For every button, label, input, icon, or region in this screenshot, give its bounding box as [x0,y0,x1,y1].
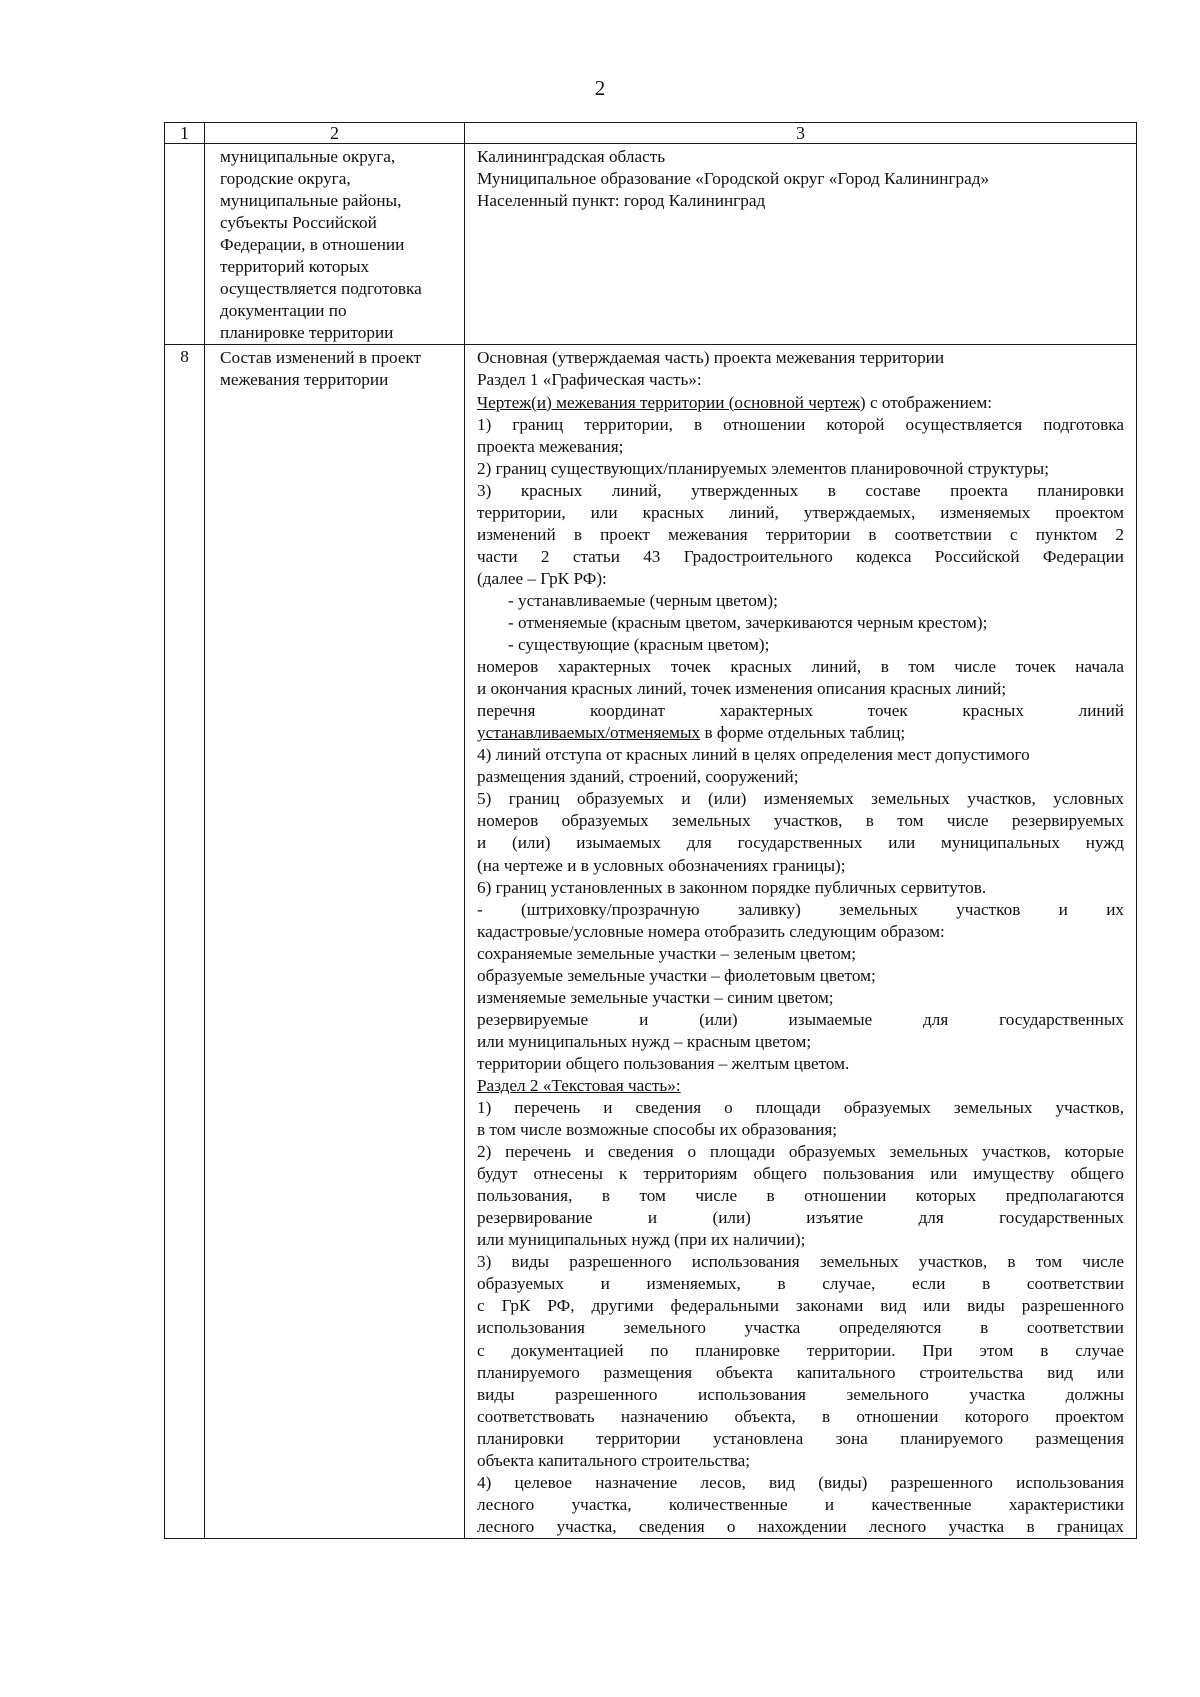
composition-text-line: резервирование и (или) изъятие для государственных [477,1208,1124,1228]
territory-label-line: планировке территории [220,323,394,343]
territory-value-line: Муниципальное образование «Городской округ «Город Калининград» [477,169,990,189]
composition-text-line: 3) виды разрешенного использования земельных участков, в том числе [477,1252,1124,1272]
text-continuation: в форме отдельных таблиц; [700,723,906,743]
composition-label-line: Состав изменений в проект [220,348,422,368]
header-col-1: 1 [165,123,205,144]
composition-text-line: соответствовать назначению объекта, в отношении которого проектом [477,1406,1124,1426]
table-header-row [165,123,1137,144]
row-8-label [205,345,465,1539]
composition-text-line: размещения зданий, строений, сооружений; [477,767,799,787]
composition-text-line [477,1075,1124,1097]
composition-text-line: 1) перечень и сведения о площади образуемых земельных участков, [477,1098,1124,1118]
composition-text-line: объекта капитального строительства; [477,1450,751,1470]
row-continued-label [205,144,465,345]
composition-text-line: и (или) изымаемых для государственных или муниципальных нужд [477,833,1124,853]
composition-text-line: использования земельного участка определяются в соответствии [477,1318,1124,1338]
composition-text-line: - устанавливаемые (черным цветом); [508,590,778,610]
territory-label-line: территорий которых [220,257,370,277]
composition-text-line: номеров образуемых земельных участков, в том числе резервируемых [477,811,1124,831]
underlined-text: устанавливаемых/отменяемых [477,723,701,743]
composition-text-line [477,392,1124,414]
row-continued-value [465,144,1137,345]
territory-label-line: Федерации, в отношении [220,235,405,255]
header-col-2: 2 [205,123,465,144]
composition-text-line: планируемого размещения объекта капитального строительства вид или [477,1362,1124,1382]
composition-text-line: лесного участка, сведения о нахождении лесного участка в границах [477,1516,1124,1536]
composition-text-line: 4) целевое назначение лесов, вид (виды) разрешенного использования [477,1472,1124,1492]
row-8-number [165,345,205,1539]
composition-text-line: 6) границ установленных в законном порядке публичных сервитутов. [477,877,987,897]
composition-text-line: - (штриховку/прозрачную заливку) земельных участков и их [477,899,1124,919]
composition-text-line: Раздел 1 «Графическая часть»: [477,370,702,390]
composition-text-line: изменений в проект межевания территории в соответствии с пунктом 2 [477,524,1124,544]
composition-text-line: 3) красных линий, утвержденных в составе проекта планировки [477,480,1124,500]
composition-text-line: номеров характерных точек красных линий, в том числе точек начала [477,657,1124,677]
page-number: 2 [594,76,606,100]
composition-text-line: резервируемые и (или) изымаемые для государственных [477,1009,1124,1029]
composition-text-line: планировки территории установлена зона планируемого размещения [477,1428,1124,1448]
territory-label-line: муниципальные районы, [220,191,402,211]
row-8-value-text [465,345,1136,1538]
composition-text-line: перечня координат характерных точек красных линий [477,701,1124,721]
composition-label-line: межевания территории [220,370,389,390]
table-row-continued [165,144,1137,345]
territory-label-line: осуществляется подготовка [220,279,422,299]
composition-text-line: будут отнесены к территориям общего пользования или имуществу общего [477,1164,1124,1184]
composition-text-line: с документацией по планировке территории. При этом в случае [477,1340,1124,1360]
row-8-value [465,345,1137,1539]
composition-text-line [477,722,1124,744]
composition-text-line: 2) перечень и сведения о площади образуемых земельных участков, которые [477,1142,1124,1162]
composition-text-line: проекта межевания; [477,436,624,456]
composition-text-line: 5) границ образуемых и (или) изменяемых земельных участков, условных [477,789,1124,809]
territory-label-line: документации по [220,301,347,321]
composition-text-line: или муниципальных нужд (при их наличии); [477,1230,806,1250]
composition-text-line: в том числе возможные способы их образования; [477,1120,838,1140]
composition-text-line: лесного участка, количественные и качественные характеристики [477,1494,1124,1514]
composition-text-line: территории общего пользования – желтым цветом. [477,1053,850,1073]
composition-text-line: образуемых и изменяемых, в случае, если в соответствии [477,1274,1124,1294]
territory-value-line: Калининградская область [477,147,666,166]
row-number: 8 [180,347,189,367]
territory-value-line: Населенный пункт: город Калининград [477,191,766,211]
territory-label-line: муниципальные округа, [220,147,396,166]
composition-text-line: Основная (утверждаемая часть) проекта межевания территории [477,348,945,368]
composition-text-line: - отменяемые (красным цветом, зачеркиваются черным крестом); [508,612,988,632]
composition-text-line: (на чертеже и в условных обозначениях границы); [477,855,846,875]
territory-label-line: городские округа, [220,169,351,189]
requirements-table [164,122,1137,1539]
composition-text-line: с ГрК РФ, другими федеральными законами вид или виды разрешенного [477,1296,1124,1316]
row-continued-label-text [205,144,464,344]
header-col-3: 3 [465,123,1137,144]
row-8-label-text [205,345,464,391]
territory-label-line: субъекты Российской [220,213,377,233]
composition-text-line: 1) границ территории, в отношении которой осуществляется подготовка [477,414,1124,434]
composition-text-line: 4) линий отступа от красных линий в целях определения мест допустимого [477,745,1030,765]
composition-text-line: виды разрешенного использования земельного участка должны [477,1384,1124,1404]
composition-text-line: и окончания красных линий, точек изменения описания красных линий; [477,679,1007,699]
composition-text-line: 2) границ существующих/планируемых элементов планировочной структуры; [477,458,1050,478]
composition-text-line: или муниципальных нужд – красным цветом; [477,1031,812,1051]
row-continued-number [165,144,205,345]
composition-text-line: сохраняемые земельные участки – зеленым цветом; [477,943,857,963]
row-continued-value-text [465,144,1136,212]
composition-text-line: - существующие (красным цветом); [508,635,770,655]
composition-text-line: кадастровые/условные номера отобразить следующим образом: [477,921,945,941]
composition-text-line: пользования, в том числе в отношении которых предполагаются [477,1186,1124,1206]
composition-text-line: (далее – ГрК РФ): [477,568,607,588]
underlined-text: Раздел 2 «Текстовая часть»: [477,1075,681,1095]
composition-text-line: изменяемые земельные участки – синим цветом; [477,987,834,1007]
text-continuation: с отображением: [865,392,993,412]
composition-text-line: образуемые земельные участки – фиолетовым цветом; [477,965,876,985]
composition-text-line: территории, или красных линий, утверждаемых, изменяемых проектом [477,502,1124,522]
underlined-text: Чертеж(и) межевания территории (основной чертеж) [477,392,866,412]
composition-text-line: части 2 статьи 43 Градостроительного кодекса Российской Федерации [477,546,1124,566]
table-row-8 [165,345,1137,1539]
